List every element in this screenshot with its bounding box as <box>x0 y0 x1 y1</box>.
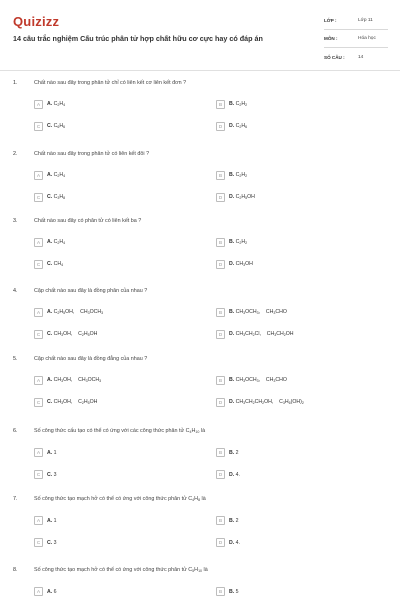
answer-option-c[interactable] <box>34 122 65 131</box>
option-letter-box[interactable]: A <box>34 587 43 596</box>
answer-option-c[interactable] <box>34 193 65 202</box>
option-text: D. $CH_3OH$ <box>229 261 253 268</box>
option-text: B. 5 <box>229 588 239 595</box>
question-text: Chất nào sau đây có phân tử có liên kết ba ? <box>34 218 142 224</box>
meta-row-subject <box>324 30 388 48</box>
option-letter-box[interactable]: D <box>216 193 225 202</box>
option-text: B. $C_2H_2$ <box>229 239 248 246</box>
question-number: 6. <box>13 428 18 434</box>
option-letter-box[interactable]: B <box>216 308 225 317</box>
option-letter-box[interactable]: C <box>34 538 43 547</box>
answer-option-d[interactable] <box>216 398 304 407</box>
answer-option-c[interactable] <box>34 538 57 547</box>
option-letter-box[interactable]: B <box>216 516 225 525</box>
option-letter-box[interactable]: C <box>34 122 43 131</box>
answer-option-b[interactable] <box>216 100 247 109</box>
option-letter-box[interactable]: C <box>34 330 43 339</box>
answer-option-a[interactable] <box>34 100 65 109</box>
meta-row-count <box>324 48 388 66</box>
option-text: A. 1 <box>47 449 57 456</box>
option-text: D. $C_2H_5OH$ <box>229 194 255 201</box>
meta-value: Lớp 11 <box>358 18 373 23</box>
option-text: C. $CH_3OH$, $C_2H_5OH$ <box>47 399 98 406</box>
option-letter-box[interactable]: D <box>216 470 225 479</box>
answer-option-d[interactable] <box>216 470 240 479</box>
option-text: D. $CH_3CH_2CH_2OH$, $C_3H_6(OH)_2$ <box>229 399 304 406</box>
option-letter-box[interactable]: D <box>216 398 225 407</box>
answer-option-b[interactable] <box>216 448 239 457</box>
meta-value: Hóa học <box>358 36 376 41</box>
answer-option-b[interactable] <box>216 308 287 317</box>
option-text: C. 3 <box>47 539 57 546</box>
option-letter-box[interactable]: A <box>34 308 43 317</box>
question-number: 2. <box>13 151 18 157</box>
quizizz-logo: Quizizz <box>13 14 60 29</box>
option-letter-box[interactable]: B <box>216 171 225 180</box>
meta-label: LỚP : <box>324 18 337 23</box>
option-letter-box[interactable]: A <box>34 448 43 457</box>
answer-option-a[interactable] <box>34 516 57 525</box>
answer-option-a[interactable] <box>34 587 57 596</box>
meta-label: SỐ CÂU : <box>324 54 345 60</box>
answer-option-a[interactable] <box>34 448 57 457</box>
option-letter-box[interactable]: D <box>216 260 225 269</box>
option-letter-box[interactable]: B <box>216 100 225 109</box>
question-number: 8. <box>13 567 18 573</box>
option-letter-box[interactable]: A <box>34 238 43 247</box>
option-letter-box[interactable]: C <box>34 470 43 479</box>
meta-value: 14 <box>358 54 364 60</box>
option-text: C. $C_3H_8$ <box>47 194 66 201</box>
option-letter-box[interactable]: A <box>34 516 43 525</box>
option-letter-box[interactable]: B <box>216 448 225 457</box>
answer-option-b[interactable] <box>216 516 239 525</box>
meta-table <box>324 12 388 66</box>
option-letter-box[interactable]: C <box>34 398 43 407</box>
option-letter-box[interactable]: A <box>34 376 43 385</box>
question-number: 7. <box>13 496 18 502</box>
question-text: Cặp chất nào sau đây là đồng đẳng của nhau ? <box>34 356 148 362</box>
option-letter-box[interactable]: B <box>216 587 225 596</box>
answer-option-c[interactable] <box>34 260 63 269</box>
meta-row-class <box>324 12 388 30</box>
answer-option-d[interactable] <box>216 193 255 202</box>
option-text: A. $C_2H_4$ <box>47 101 66 108</box>
question-text: Số công thức cấu tạo có thể có ứng với các công thức phân tử $C_4H_{10}$ là <box>34 428 206 435</box>
option-letter-box[interactable]: D <box>216 538 225 547</box>
answer-option-c[interactable] <box>34 470 57 479</box>
option-text: C. $C_6H_6$ <box>47 123 66 130</box>
option-text: A. $CH_3OH$, $CH_3OCH_3$ <box>47 377 102 384</box>
question-number: 3. <box>13 218 18 224</box>
option-text: D. $CH_3CH_2Cl$, $CH_3CH_2OH$ <box>229 331 294 338</box>
question-text: Chất nào sau đây trong phân tử chỉ có liên kết cơ liên kết đơn ? <box>34 80 187 86</box>
answer-option-c[interactable] <box>34 398 97 407</box>
answer-option-a[interactable] <box>34 171 65 180</box>
option-text: D. 4. <box>229 539 240 546</box>
option-text: A. 1 <box>47 517 57 524</box>
answer-option-a[interactable] <box>34 238 65 247</box>
answer-option-d[interactable] <box>216 122 247 131</box>
question-number: 5. <box>13 356 18 362</box>
option-text: C. 3 <box>47 471 57 478</box>
option-text: B. $C_2H_2$ <box>229 172 248 179</box>
option-text: B. $CH_3OCH_3$, $CH_3CHO$ <box>229 377 287 384</box>
answer-option-b[interactable] <box>216 238 247 247</box>
option-letter-box[interactable]: C <box>34 260 43 269</box>
option-letter-box[interactable]: B <box>216 376 225 385</box>
question-text: Số công thức tạo mạch hở có thể có ứng với công thức phân tử $C_4H_8$ là <box>34 496 206 503</box>
option-letter-box[interactable]: B <box>216 238 225 247</box>
option-letter-box[interactable]: A <box>34 100 43 109</box>
option-text: A. 6 <box>47 588 57 595</box>
answer-option-a[interactable] <box>34 308 103 317</box>
answer-option-b[interactable] <box>216 376 287 385</box>
option-text: C. $CH_4$ <box>47 261 64 268</box>
option-letter-box[interactable]: D <box>216 122 225 131</box>
question-number: 1. <box>13 80 18 86</box>
answer-option-d[interactable] <box>216 260 253 269</box>
option-text: A. $C_2H_5OH$, $CH_3OCH_3$ <box>47 309 104 316</box>
option-text: B. $CH_3OCH_3$, $CH_3CHO$ <box>229 309 287 316</box>
meta-label: MÔN : <box>324 36 338 41</box>
answer-option-d[interactable] <box>216 330 294 339</box>
option-letter-box[interactable]: D <box>216 330 225 339</box>
option-text: D. 4. <box>229 471 240 478</box>
question-number: 4. <box>13 288 18 294</box>
answer-option-b[interactable] <box>216 587 239 596</box>
option-text: D. $C_2H_6$ <box>229 123 248 130</box>
answer-option-b[interactable] <box>216 171 247 180</box>
question-text: Số công thức tạo mạch hở có thể có ứng với công thức phân tử $C_5H_{10}$ là <box>34 567 208 574</box>
option-text: B. 2 <box>229 517 239 524</box>
question-text: Chất nào sau đây trong phân tử có liên kết đôi ? <box>34 151 150 157</box>
answer-option-d[interactable] <box>216 538 240 547</box>
option-letter-box[interactable]: A <box>34 171 43 180</box>
option-letter-box[interactable]: C <box>34 193 43 202</box>
option-text: C. $CH_3OH$, $C_2H_5OH$ <box>47 331 98 338</box>
document-title: 14 câu trắc nghiệm Cấu trúc phân tử hợp chất hữu cơ cực hay có đáp án <box>13 34 263 43</box>
answer-option-c[interactable] <box>34 330 97 339</box>
option-text: B. $C_2H_2$ <box>229 101 248 108</box>
header-divider <box>0 70 400 71</box>
option-text: A. $C_2H_4$ <box>47 172 66 179</box>
question-text: Cặp chất nào sau đây là đồng phân của nhau ? <box>34 288 148 294</box>
option-text: B. 2 <box>229 449 239 456</box>
answer-option-a[interactable] <box>34 376 101 385</box>
option-text: A. $C_2H_4$ <box>47 239 66 246</box>
